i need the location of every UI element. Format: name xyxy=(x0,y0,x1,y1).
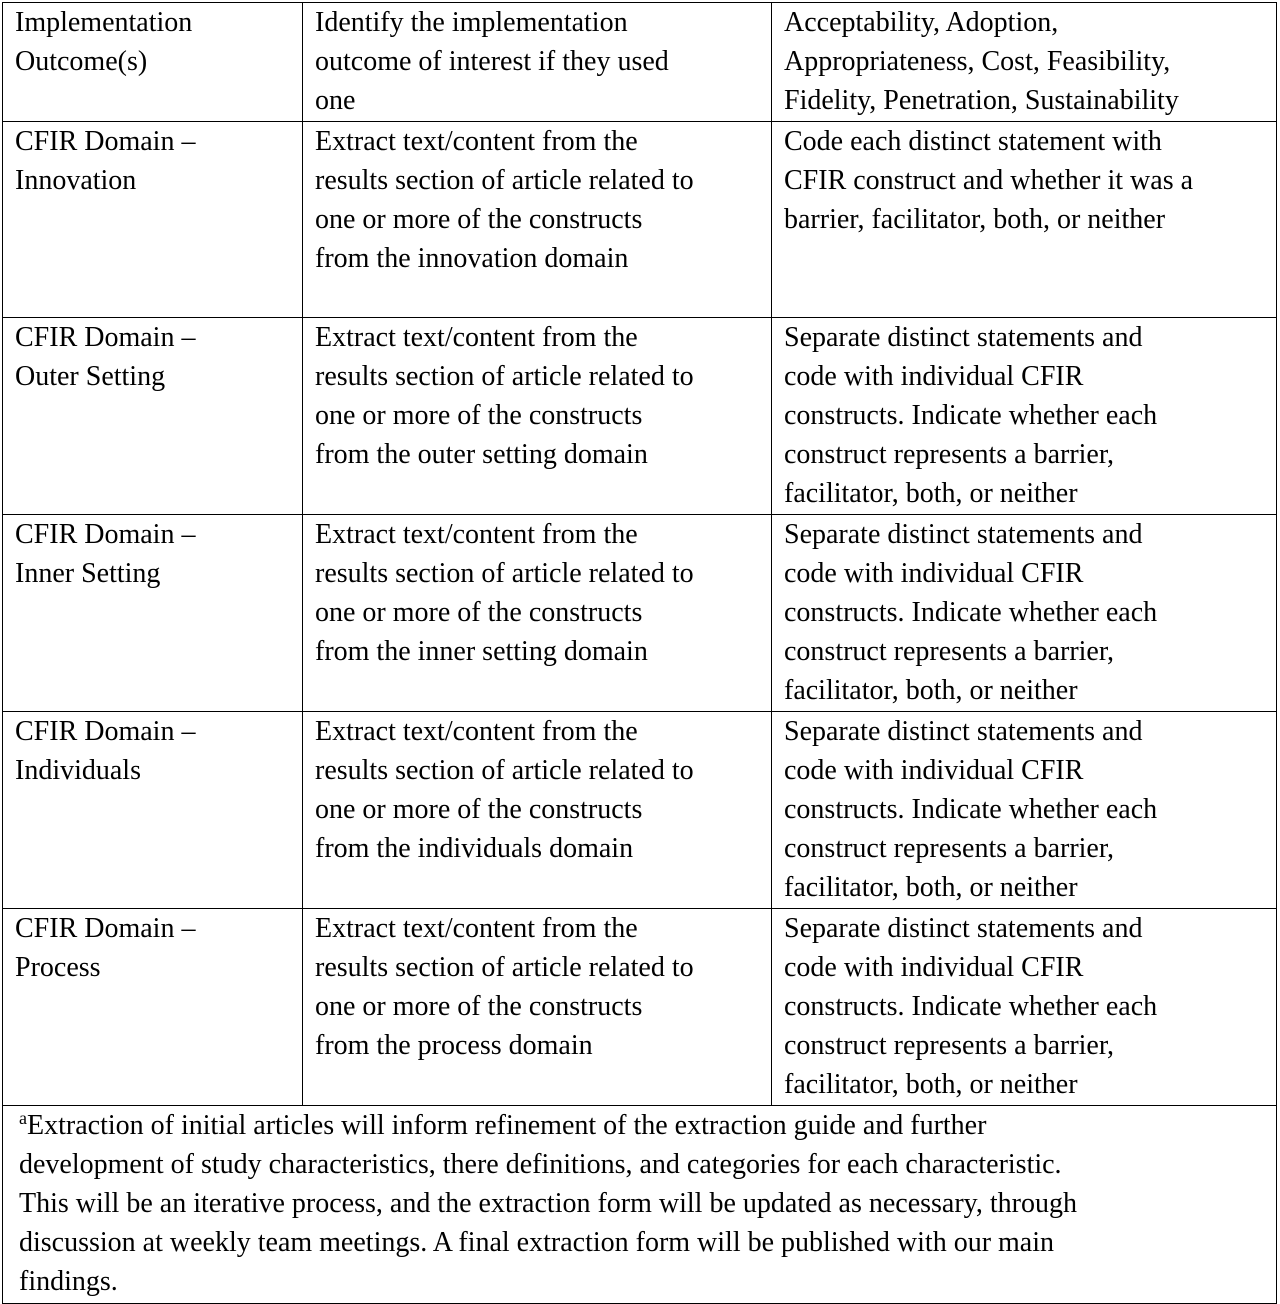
table-cell-instruction: Extract text/content from the results section of article related to one or more of the constructs from the individuals domain xyxy=(303,711,772,908)
table-cell-item: CFIR Domain – Outer Setting xyxy=(3,317,303,514)
extraction-table xyxy=(2,2,1277,1304)
table-cell-categories: Separate distinct statements and code with individual CFIR constructs. Indicate whether each construct represents a barrier, facilitator, both, or neither xyxy=(772,711,1277,908)
table-cell-item: CFIR Domain – Innovation xyxy=(3,121,303,317)
table-cell-instruction: Extract text/content from the results section of article related to one or more of the constructs from the outer setting domain xyxy=(303,317,772,514)
footnote-text: Extraction of initial articles will inform refinement of the extraction guide and further development of study characteristics, there definitions, and categories for each characteristic. This will be an iterative process, and the extraction form will be updated as necessary, through discussion at weekly team meetings. A final extraction form will be published with our main findings. xyxy=(19,1109,1077,1298)
table-footnote-row xyxy=(3,1105,1277,1303)
footnote-marker: a xyxy=(19,1107,27,1128)
table-cell-categories: Separate distinct statements and code with individual CFIR constructs. Indicate whether each construct represents a barrier, facilitator, both, or neither xyxy=(772,908,1277,1105)
table-cell-categories: Separate distinct statements and code with individual CFIR constructs. Indicate whether each construct represents a barrier, facilitator, both, or neither xyxy=(772,317,1277,514)
table-row-innovation xyxy=(3,121,1277,317)
table-cell-categories: Code each distinct statement with CFIR construct and whether it was a barrier, facilitator, both, or neither xyxy=(772,121,1277,317)
table-row-implementation-outcomes xyxy=(3,3,1277,122)
table-row-process xyxy=(3,908,1277,1105)
table-row-outer-setting xyxy=(3,317,1277,514)
table-cell-categories: Acceptability, Adoption, Appropriateness, Cost, Feasibility, Fidelity, Penetration, Sustainability xyxy=(772,3,1277,122)
table-row-individuals xyxy=(3,711,1277,908)
table-footnote xyxy=(3,1105,1277,1303)
table-cell-item: CFIR Domain – Individuals xyxy=(3,711,303,908)
table-cell-instruction: Extract text/content from the results section of article related to one or more of the constructs from the innovation domain xyxy=(303,121,772,317)
table-cell-categories: Separate distinct statements and code with individual CFIR constructs. Indicate whether each construct represents a barrier, facilitator, both, or neither xyxy=(772,514,1277,711)
table-cell-item: Implementation Outcome(s) xyxy=(3,3,303,122)
table-cell-item: CFIR Domain – Process xyxy=(3,908,303,1105)
table-cell-instruction: Identify the implementation outcome of interest if they used one xyxy=(303,3,772,122)
table-cell-instruction: Extract text/content from the results section of article related to one or more of the constructs from the process domain xyxy=(303,908,772,1105)
table-cell-instruction: Extract text/content from the results section of article related to one or more of the constructs from the inner setting domain xyxy=(303,514,772,711)
table-row-inner-setting xyxy=(3,514,1277,711)
table-cell-item: CFIR Domain – Inner Setting xyxy=(3,514,303,711)
